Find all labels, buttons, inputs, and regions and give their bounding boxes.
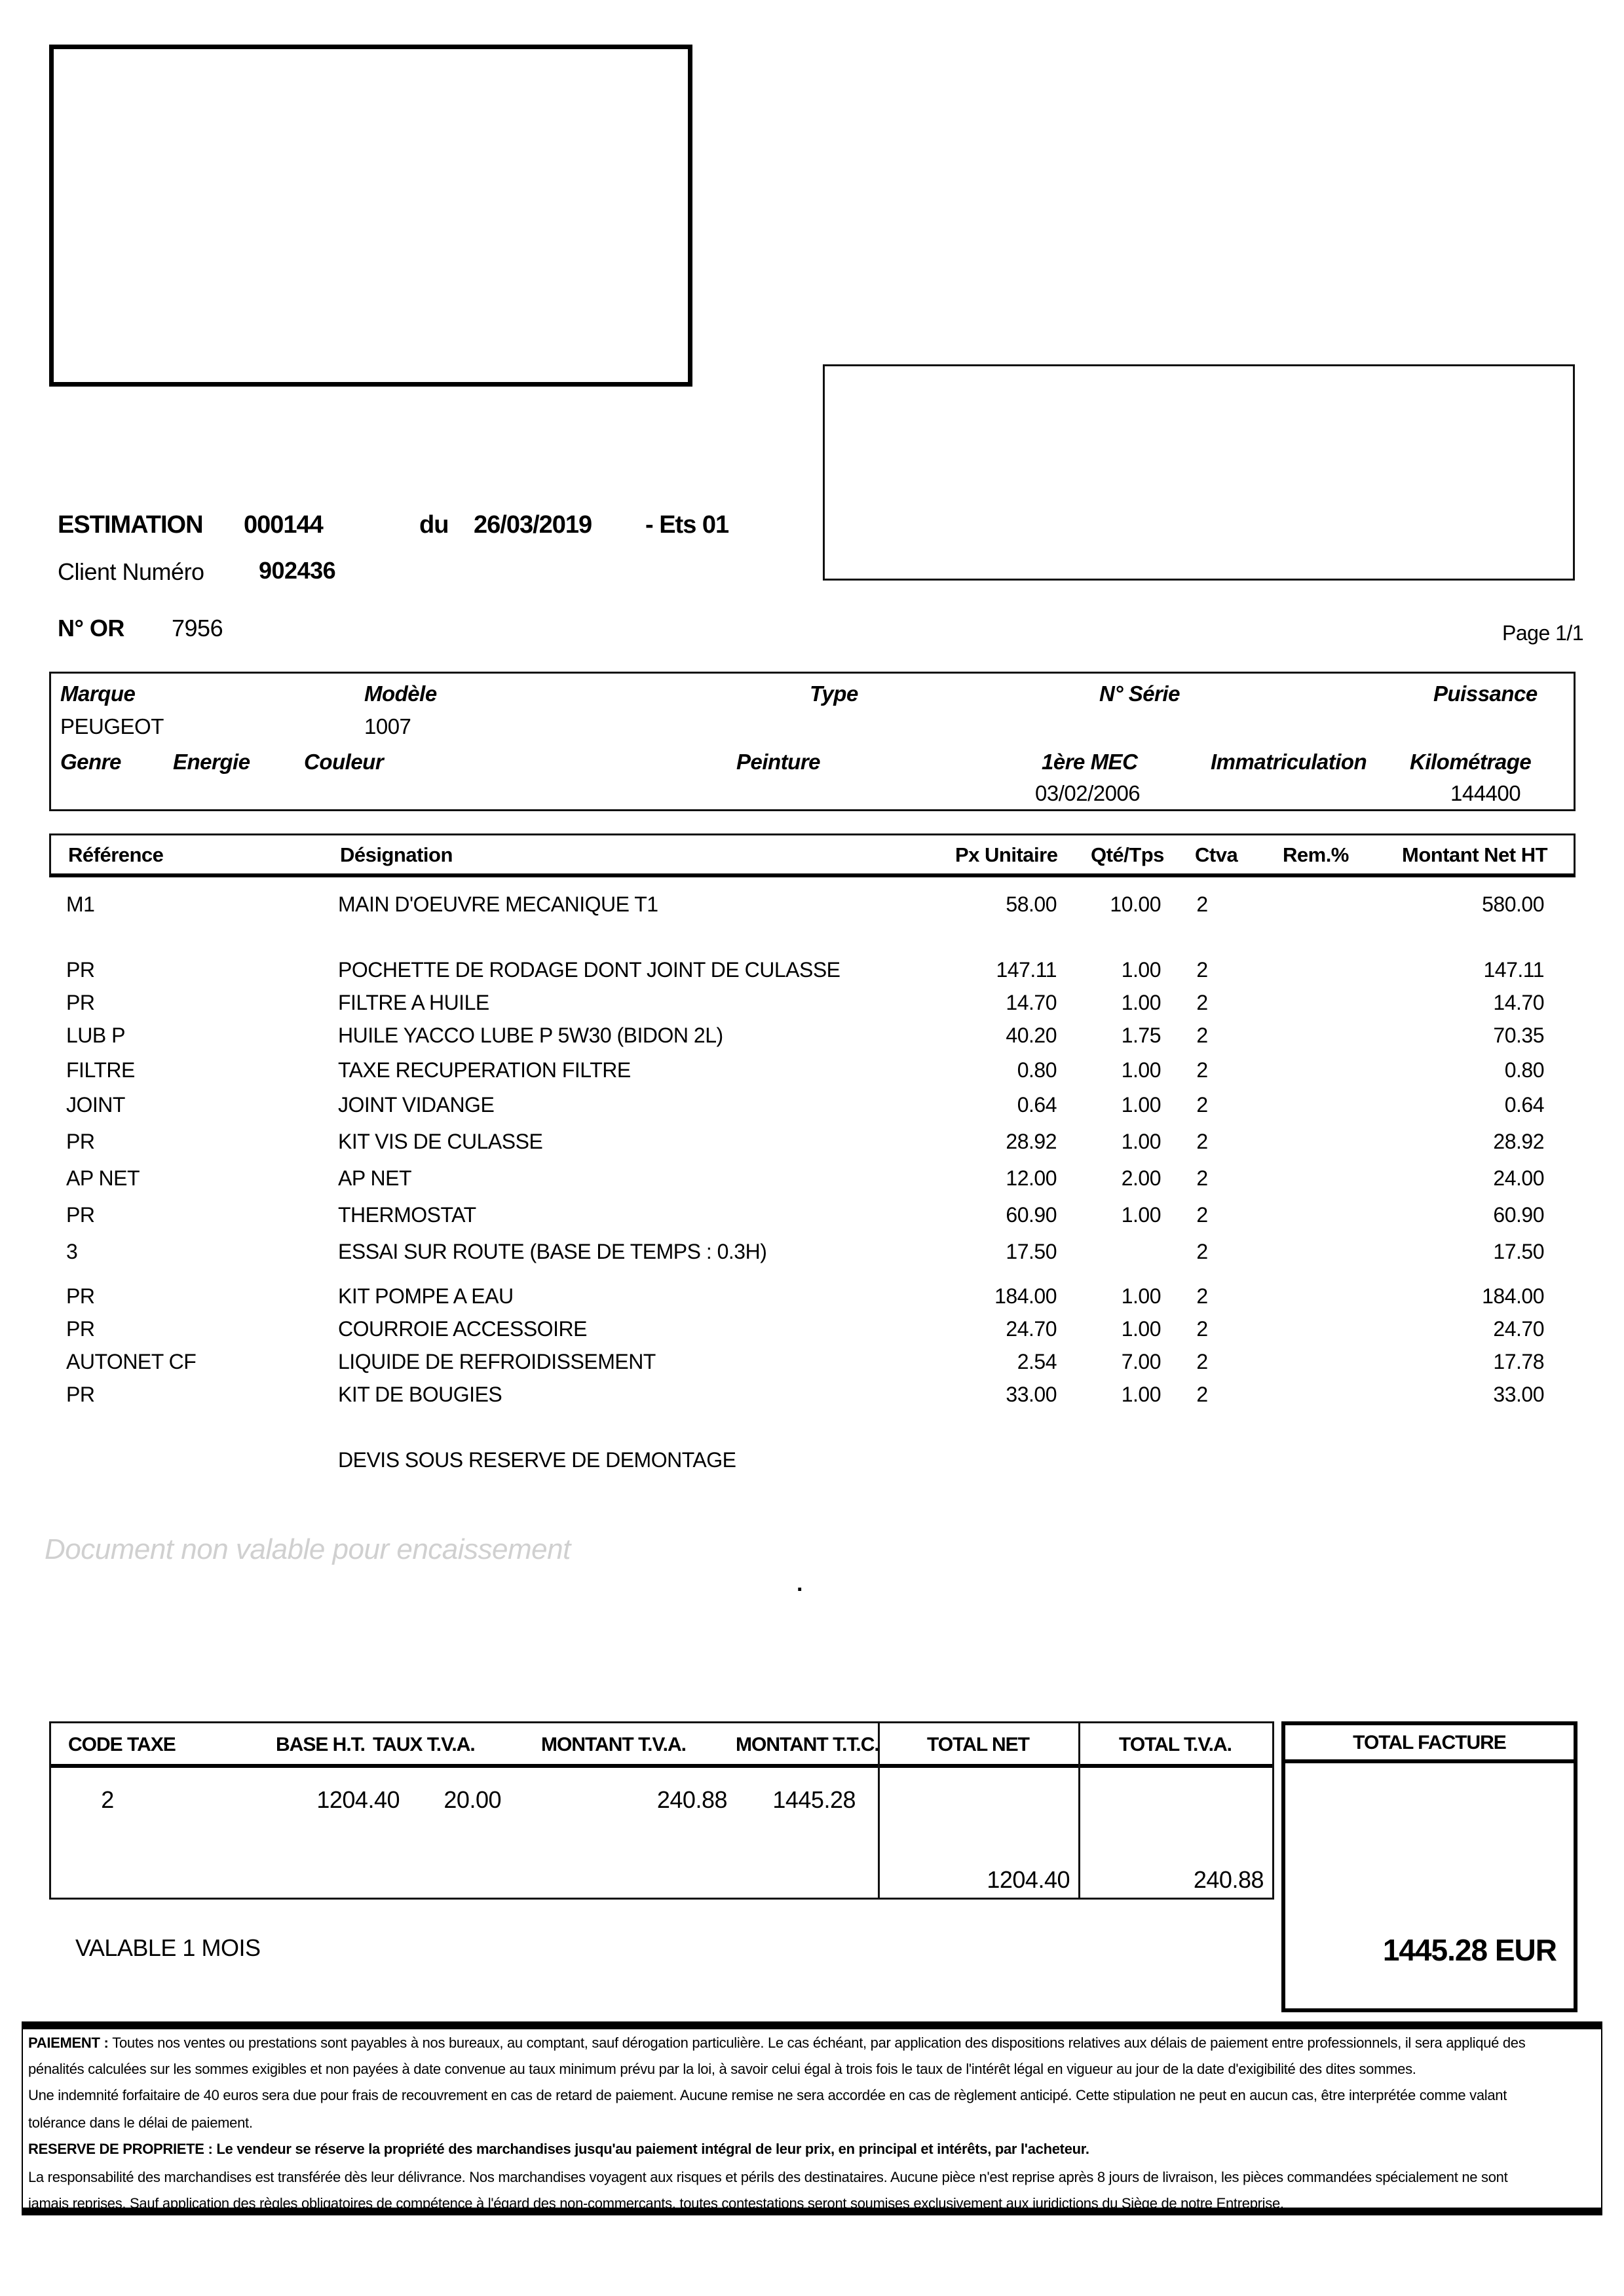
type-label: Type [810,681,858,706]
ctva-column-header: Ctva [1195,843,1238,866]
item-quantity: 1.75 [1121,1024,1161,1047]
item-unit-price: 40.20 [1006,1024,1057,1047]
mec-label: 1ère MEC [1042,750,1138,774]
facture-header-rule [1285,1759,1574,1763]
client-number-value: 902436 [259,557,336,584]
item-quantity: 10.00 [1110,892,1161,916]
validity-note: VALABLE 1 MOIS [75,1934,261,1961]
montant-ttc-value: 1445.28 [772,1786,856,1813]
footer-line-text: tolérance dans le délai de paiement. [28,2114,253,2131]
table-row [49,1317,1576,1343]
vehicle-info-table [49,672,1576,811]
modele-label: Modèle [364,681,437,706]
item-designation: COURROIE ACCESSOIRE [338,1317,587,1341]
watermark-text: Document non valable pour encaissement [45,1533,571,1565]
table-row [49,1284,1576,1311]
item-unit-price: 0.80 [1017,1058,1057,1082]
item-designation: MAIN D'OEUVRE MECANIQUE T1 [338,892,658,916]
px-unitaire-column-header: Px Unitaire [955,843,1058,866]
item-reference: PR [66,1383,95,1406]
item-designation: AP NET [338,1166,411,1190]
item-quantity: 1.00 [1121,1093,1161,1117]
item-unit-price: 14.70 [1006,991,1057,1014]
item-unit-price: 28.92 [1006,1130,1057,1153]
item-designation: TAXE RECUPERATION FILTRE [338,1058,631,1082]
footer-line-text: jamais reprises. Sauf application des règles obligatoires de compétence à l'égard des non-commerçants, toutes contestations seront soumises exclusivement aux juridictions du Siège de notre Entreprise. [28,2195,1284,2211]
base-ht-header: BASE H.T. [276,1734,366,1755]
item-reference: PR [66,1130,95,1153]
footer-line [28,2114,1594,2132]
footer-line-text: La responsabilité des marchandises est transférée dès leur délivrance. Nos marchandises voyagent aux risques et périls des destinataires. Aucune pièce n'est reprise après 8 jours de livraison, les pièces commandées spécialement ne sont [28,2169,1508,2185]
item-net-amount: 147.11 [1483,958,1544,982]
designation-column-header: Désignation [340,843,453,866]
table-row [49,1166,1576,1193]
kilometrage-label: Kilométrage [1410,750,1532,774]
item-reference: PR [66,1284,95,1308]
item-tax-code: 2 [1196,958,1208,982]
reference-column-header: Référence [68,843,164,866]
item-reference: PR [66,958,95,982]
item-reference: 3 [66,1240,78,1263]
item-quantity: 1.00 [1121,1383,1161,1406]
client-number-label: Client Numéro [58,558,204,585]
footer-line-label: RESERVE DE PROPRIETE : Le vendeur se réserve la propriété des marchandises jusqu'au paiement intégral de leur prix, en principal et intérêts, par l'acheteur. [28,2141,1089,2157]
peinture-label: Peinture [736,750,821,774]
doc-date: 26/03/2019 [474,511,592,539]
footer-line-text: Une indemnité forfaitaire de 40 euros sera due pour frais de recouvrement en cas de retard de paiement. Aucune remise ne sera accordée en cas de règlement anticipé. Cette stipulation ne peut en aucun cas, être interprétée comme valant [28,2087,1507,2103]
item-net-amount: 17.50 [1493,1240,1544,1263]
modele-value: 1007 [364,714,411,738]
item-net-amount: 70.35 [1493,1024,1544,1047]
table-row [49,892,1576,919]
serie-label: N° Série [1099,681,1180,706]
doc-number: 000144 [244,511,323,539]
montant-tva-header: MONTANT T.V.A. [541,1734,687,1755]
item-quantity: 1.00 [1121,991,1161,1014]
footer-line [28,2141,1594,2158]
item-unit-price: 2.54 [1017,1350,1057,1373]
montant-net-ht-column-header: Montant Net HT [1402,843,1548,866]
immatriculation-label: Immatriculation [1211,750,1367,774]
rem-column-header: Rem.% [1283,843,1349,866]
montant-tva-value: 240.88 [656,1786,727,1813]
marque-value: PEUGEOT [60,714,164,738]
item-quantity: 1.00 [1121,1058,1161,1082]
item-net-amount: 28.92 [1493,1130,1544,1153]
addressee-box [823,364,1575,581]
item-net-amount: 17.78 [1493,1350,1544,1373]
item-unit-price: 0.64 [1017,1093,1057,1117]
item-tax-code: 2 [1196,1024,1208,1047]
total-net-header: TOTAL NET [927,1734,1029,1755]
item-tax-code: 2 [1196,1240,1208,1263]
taux-tva-header: TAUX T.V.A. [373,1734,475,1755]
item-tax-code: 2 [1196,991,1208,1014]
item-unit-price: 24.70 [1006,1317,1057,1341]
item-unit-price: 17.50 [1006,1240,1057,1263]
item-reference: PR [66,1317,95,1341]
footer-line-label: PAIEMENT : [28,2035,113,2051]
table-row [49,1383,1576,1409]
total-facture-box [1281,1721,1577,2012]
item-quantity: 1.00 [1121,1317,1161,1341]
legal-footer [22,2021,1602,2215]
table-row [49,991,1576,1017]
table-row [49,1350,1576,1376]
table-row [49,1130,1576,1156]
qte-tps-column-header: Qté/Tps [1091,843,1164,866]
item-reference: JOINT [66,1093,125,1117]
item-net-amount: 184.00 [1482,1284,1544,1308]
totals-header-rule [51,1764,1272,1768]
footer-line [28,2061,1594,2078]
couleur-label: Couleur [304,750,384,774]
item-net-amount: 60.90 [1493,1203,1544,1227]
energie-label: Energie [173,750,250,774]
item-quantity: 1.00 [1121,1284,1161,1308]
total-tva-header: TOTAL T.V.A. [1119,1734,1232,1755]
item-reference: LUB P [66,1024,125,1047]
marque-label: Marque [60,681,136,706]
footer-line [28,2035,1594,2052]
mec-date-value: 03/02/2006 [1035,781,1141,805]
genre-label: Genre [60,750,121,774]
table-row [49,1058,1576,1084]
item-tax-code: 2 [1196,1284,1208,1308]
items-table-header [49,833,1576,877]
item-designation: HUILE YACCO LUBE P 5W30 (BIDON 2L) [338,1024,723,1047]
item-tax-code: 2 [1196,892,1208,916]
item-tax-code: 2 [1196,1383,1208,1406]
page-indicator: Page 1/1 [1502,621,1584,645]
item-reference: PR [66,1203,95,1227]
item-net-amount: 24.70 [1493,1317,1544,1341]
item-designation: KIT VIS DE CULASSE [338,1130,543,1153]
total-tva-value: 240.88 [1193,1866,1264,1893]
item-net-amount: 580.00 [1482,892,1544,916]
puissance-label: Puissance [1433,681,1538,706]
item-unit-price: 33.00 [1006,1383,1057,1406]
item-net-amount: 24.00 [1493,1166,1544,1190]
item-designation: KIT POMPE A EAU [338,1284,514,1308]
item-designation: KIT DE BOUGIES [338,1383,502,1406]
item-reference: AUTONET CF [66,1350,197,1373]
item-tax-code: 2 [1196,1093,1208,1117]
item-quantity: 1.00 [1121,1203,1161,1227]
footer-line-text: pénalités calculées sur les sommes exigibles et non payées à date convenue au taux minimum prévu par la loi, à savoir celui égal à trois fois le taux de l'intérêt légal en vigueur au jour de la date d'exigibilité des dites sommes. [28,2061,1416,2077]
item-net-amount: 33.00 [1493,1383,1544,1406]
item-reference: M1 [66,892,95,916]
footer-line [28,2195,1594,2212]
item-unit-price: 147.11 [996,958,1057,982]
item-reference: FILTRE [66,1058,135,1082]
item-unit-price: 12.00 [1006,1166,1057,1190]
code-taxe-header: CODE TAXE [68,1734,176,1755]
item-tax-code: 2 [1196,1166,1208,1190]
item-net-amount: 14.70 [1493,991,1544,1014]
separator-dot: . [797,1571,803,1596]
doc-type-label: ESTIMATION [58,511,203,539]
montant-ttc-header: MONTANT T.T.C. [736,1734,879,1755]
doc-ets: - Ets 01 [645,511,729,539]
item-quantity: 1.00 [1121,958,1161,982]
table-row [49,1203,1576,1229]
total-net-value: 1204.40 [987,1866,1070,1893]
table-row [49,1240,1576,1266]
tax-code-value: 2 [101,1786,114,1813]
item-tax-code: 2 [1196,1203,1208,1227]
item-tax-code: 2 [1196,1350,1208,1373]
item-reference: AP NET [66,1166,140,1190]
or-number-label: N° OR [58,615,124,641]
item-designation: THERMOSTAT [338,1203,476,1227]
item-tax-code: 2 [1196,1058,1208,1082]
total-facture-value: 1445.28 EUR [1382,1933,1557,1967]
item-unit-price: 184.00 [994,1284,1057,1308]
total-facture-header: TOTAL FACTURE [1353,1732,1506,1753]
table-row [49,958,1576,984]
item-designation: FILTRE A HUILE [338,991,489,1014]
item-designation: ESSAI SUR ROUTE (BASE DE TEMPS : 0.3H) [338,1240,767,1263]
item-quantity: 2.00 [1121,1166,1161,1190]
item-net-amount: 0.80 [1504,1058,1544,1082]
item-unit-price: 60.90 [1006,1203,1057,1227]
footer-line-text: Toutes nos ventes ou prestations sont payables à nos bureaux, au comptant, sauf dérogation particulière. Le cas échéant, par application des dispositions relatives aux délais de paiement entre professionnels, il sera appliqué des [112,2035,1526,2051]
kilometrage-value: 144400 [1450,781,1521,805]
doc-date-preposition: du [419,511,449,539]
footer-line [28,2087,1594,2104]
item-designation: JOINT VIDANGE [338,1093,495,1117]
item-net-amount: 0.64 [1504,1093,1544,1117]
table-row [49,1024,1576,1050]
item-unit-price: 58.00 [1006,892,1057,916]
devis-reserve-note: DEVIS SOUS RESERVE DE DEMONTAGE [338,1448,736,1472]
item-designation: POCHETTE DE RODAGE DONT JOINT DE CULASSE [338,958,840,982]
taux-tva-value: 20.00 [444,1786,501,1813]
totals-table [49,1721,1274,1900]
item-tax-code: 2 [1196,1130,1208,1153]
company-logo-box [49,45,692,387]
item-quantity: 1.00 [1121,1130,1161,1153]
item-reference: PR [66,991,95,1014]
item-quantity: 7.00 [1121,1350,1161,1373]
item-tax-code: 2 [1196,1317,1208,1341]
table-row [49,1093,1576,1119]
base-ht-value: 1204.40 [316,1786,400,1813]
footer-line [28,2169,1594,2186]
items-table-body [49,883,1576,1486]
or-number-value: 7956 [172,615,223,641]
item-designation: LIQUIDE DE REFROIDISSEMENT [338,1350,656,1373]
